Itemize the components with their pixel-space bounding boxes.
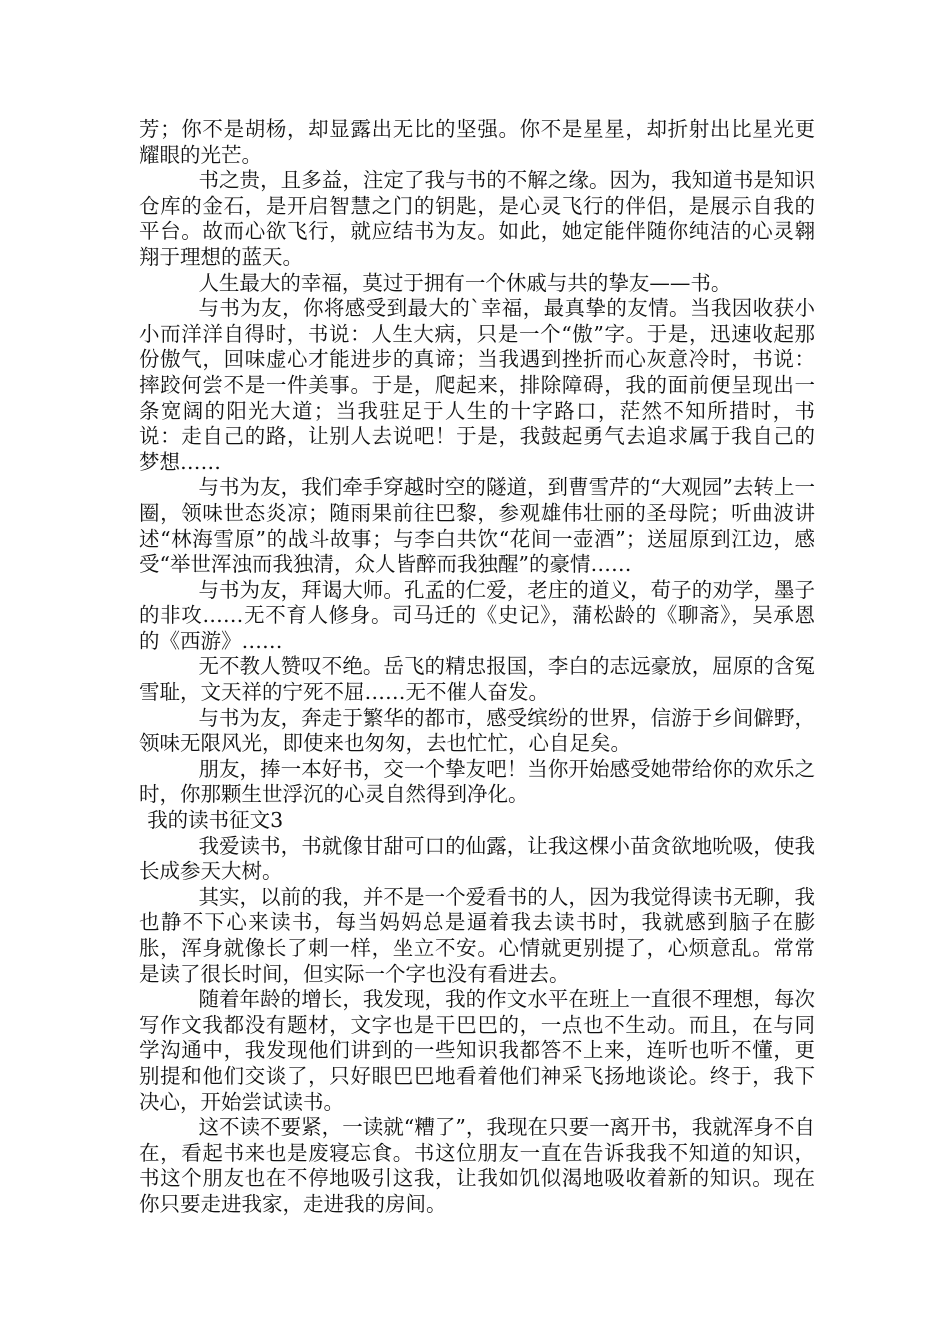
paragraph: 无不教人赞叹不绝。岳飞的精忠报国，李白的志远豪放，屈原的含冤雪耻，文天祥的宁死不屈……无不催人奋发。 bbox=[139, 654, 815, 705]
paragraph: 其实，以前的我，并不是一个爱看书的人，因为我觉得读书无聊，我也静不下心来读书，每当妈妈总是逼着我去读书时，我就感到脑子在膨胀，浑身就像长了刺一样，坐立不安。心情就更别提了，心烦意乱。常常是读了很长时间，但实际一个字也没有看进去。 bbox=[139, 884, 815, 986]
paragraph: 我爱读书，书就像甘甜可口的仙露，让我这棵小苗贪欲地吮吸，使我长成参天大树。 bbox=[139, 833, 815, 884]
paragraph: 与书为友，拜谒大师。孔孟的仁爱，老庄的道义，荀子的劝学，墨子的非攻……无不育人修身。司马迁的《史记》，蒲松龄的《聊斋》，吴承恩的《西游》…… bbox=[139, 577, 815, 653]
paragraph: 书之贵，且多益，注定了我与书的不解之缘。因为，我知道书是知识仓库的金石，是开启智慧之门的钥匙，是心灵飞行的伴侣，是展示自我的平台。故而心欲飞行，就应结书为友。如此，她定能伴随你纯洁的心灵翱翔于理想的蓝天。 bbox=[139, 168, 815, 269]
paragraph: 与书为友，奔走于繁华的都市，感受缤纷的世界，信游于乡间僻野，领味无限风光，即使来也匆匆，去也忙忙，心自足矣。 bbox=[139, 705, 815, 756]
paragraph: 随着年龄的增长，我发现，我的作文水平在班上一直很不理想，每次写作文我都没有题材，文字也是干巴巴的，一点也不生动。而且，在与同学沟通中，我发现他们讲到的一些知识我都答不上来，连听也听不懂，更别提和他们交谈了，只好眼巴巴地看着他们神采飞扬地谈论。终于，我下决心，开始尝试读书。 bbox=[139, 987, 815, 1114]
paragraph-continuation: 芳；你不是胡杨，却显露出无比的坚强。你不是星星，却折射出比星光更耀眼的光芒。 bbox=[139, 117, 815, 167]
essay-text-body bbox=[139, 117, 815, 1218]
paragraph: 与书为友，你将感受到最大的`幸福，最真挚的友情。当我因收获小小而洋洋自得时，书说：人生大病，只是一个“傲”字。于是，迅速收起那份傲气，回味虚心才能进步的真谛；当我遇到挫折而心灰意冷时，书说：摔跤何尝不是一件美事。于是，爬起来，排除障碍，我的面前便呈现出一条宽阔的阳光大道；当我驻足于人生的十字路口，茫然不知所措时，书说：走自己的路，让别人去说吧！于是，我鼓起勇气去追求属于我自己的梦想…… bbox=[139, 296, 815, 474]
paragraph: 与书为友，我们牵手穿越时空的隧道，到曹雪芹的“大观园”去转上一圈，领味世态炎凉；随雨果前往巴黎，参观雄伟壮丽的圣母院；听曲波讲述“林海雪原”的战斗故事；与李白共饮“花间一壶酒”；送屈原到江边，感受“举世浑浊而我独清，众人皆醉而我独醒”的豪情…… bbox=[139, 475, 815, 577]
paragraph: 人生最大的幸福，莫过于拥有一个休戚与共的挚友——书。 bbox=[198, 270, 732, 295]
paragraph: 朋友，捧一本好书，交一个挚友吧！当你开始感受她带给你的欢乐之时，你那颗生世浮沉的心灵自然得到净化。 bbox=[139, 756, 815, 807]
section-heading: 我的读书征文3 bbox=[147, 808, 284, 833]
paragraph: 这不读不要紧，一读就“糟了”，我现在只要一离开书，我就浑身不自在，看起书来也是废寝忘食。书这位朋友一直在告诉我我不知道的知识，书这个朋友也在不停地吸引这我，让我如饥似渴地吸收着新的知识。现在你只要走进我家，走进我的房间。 bbox=[139, 1115, 815, 1216]
